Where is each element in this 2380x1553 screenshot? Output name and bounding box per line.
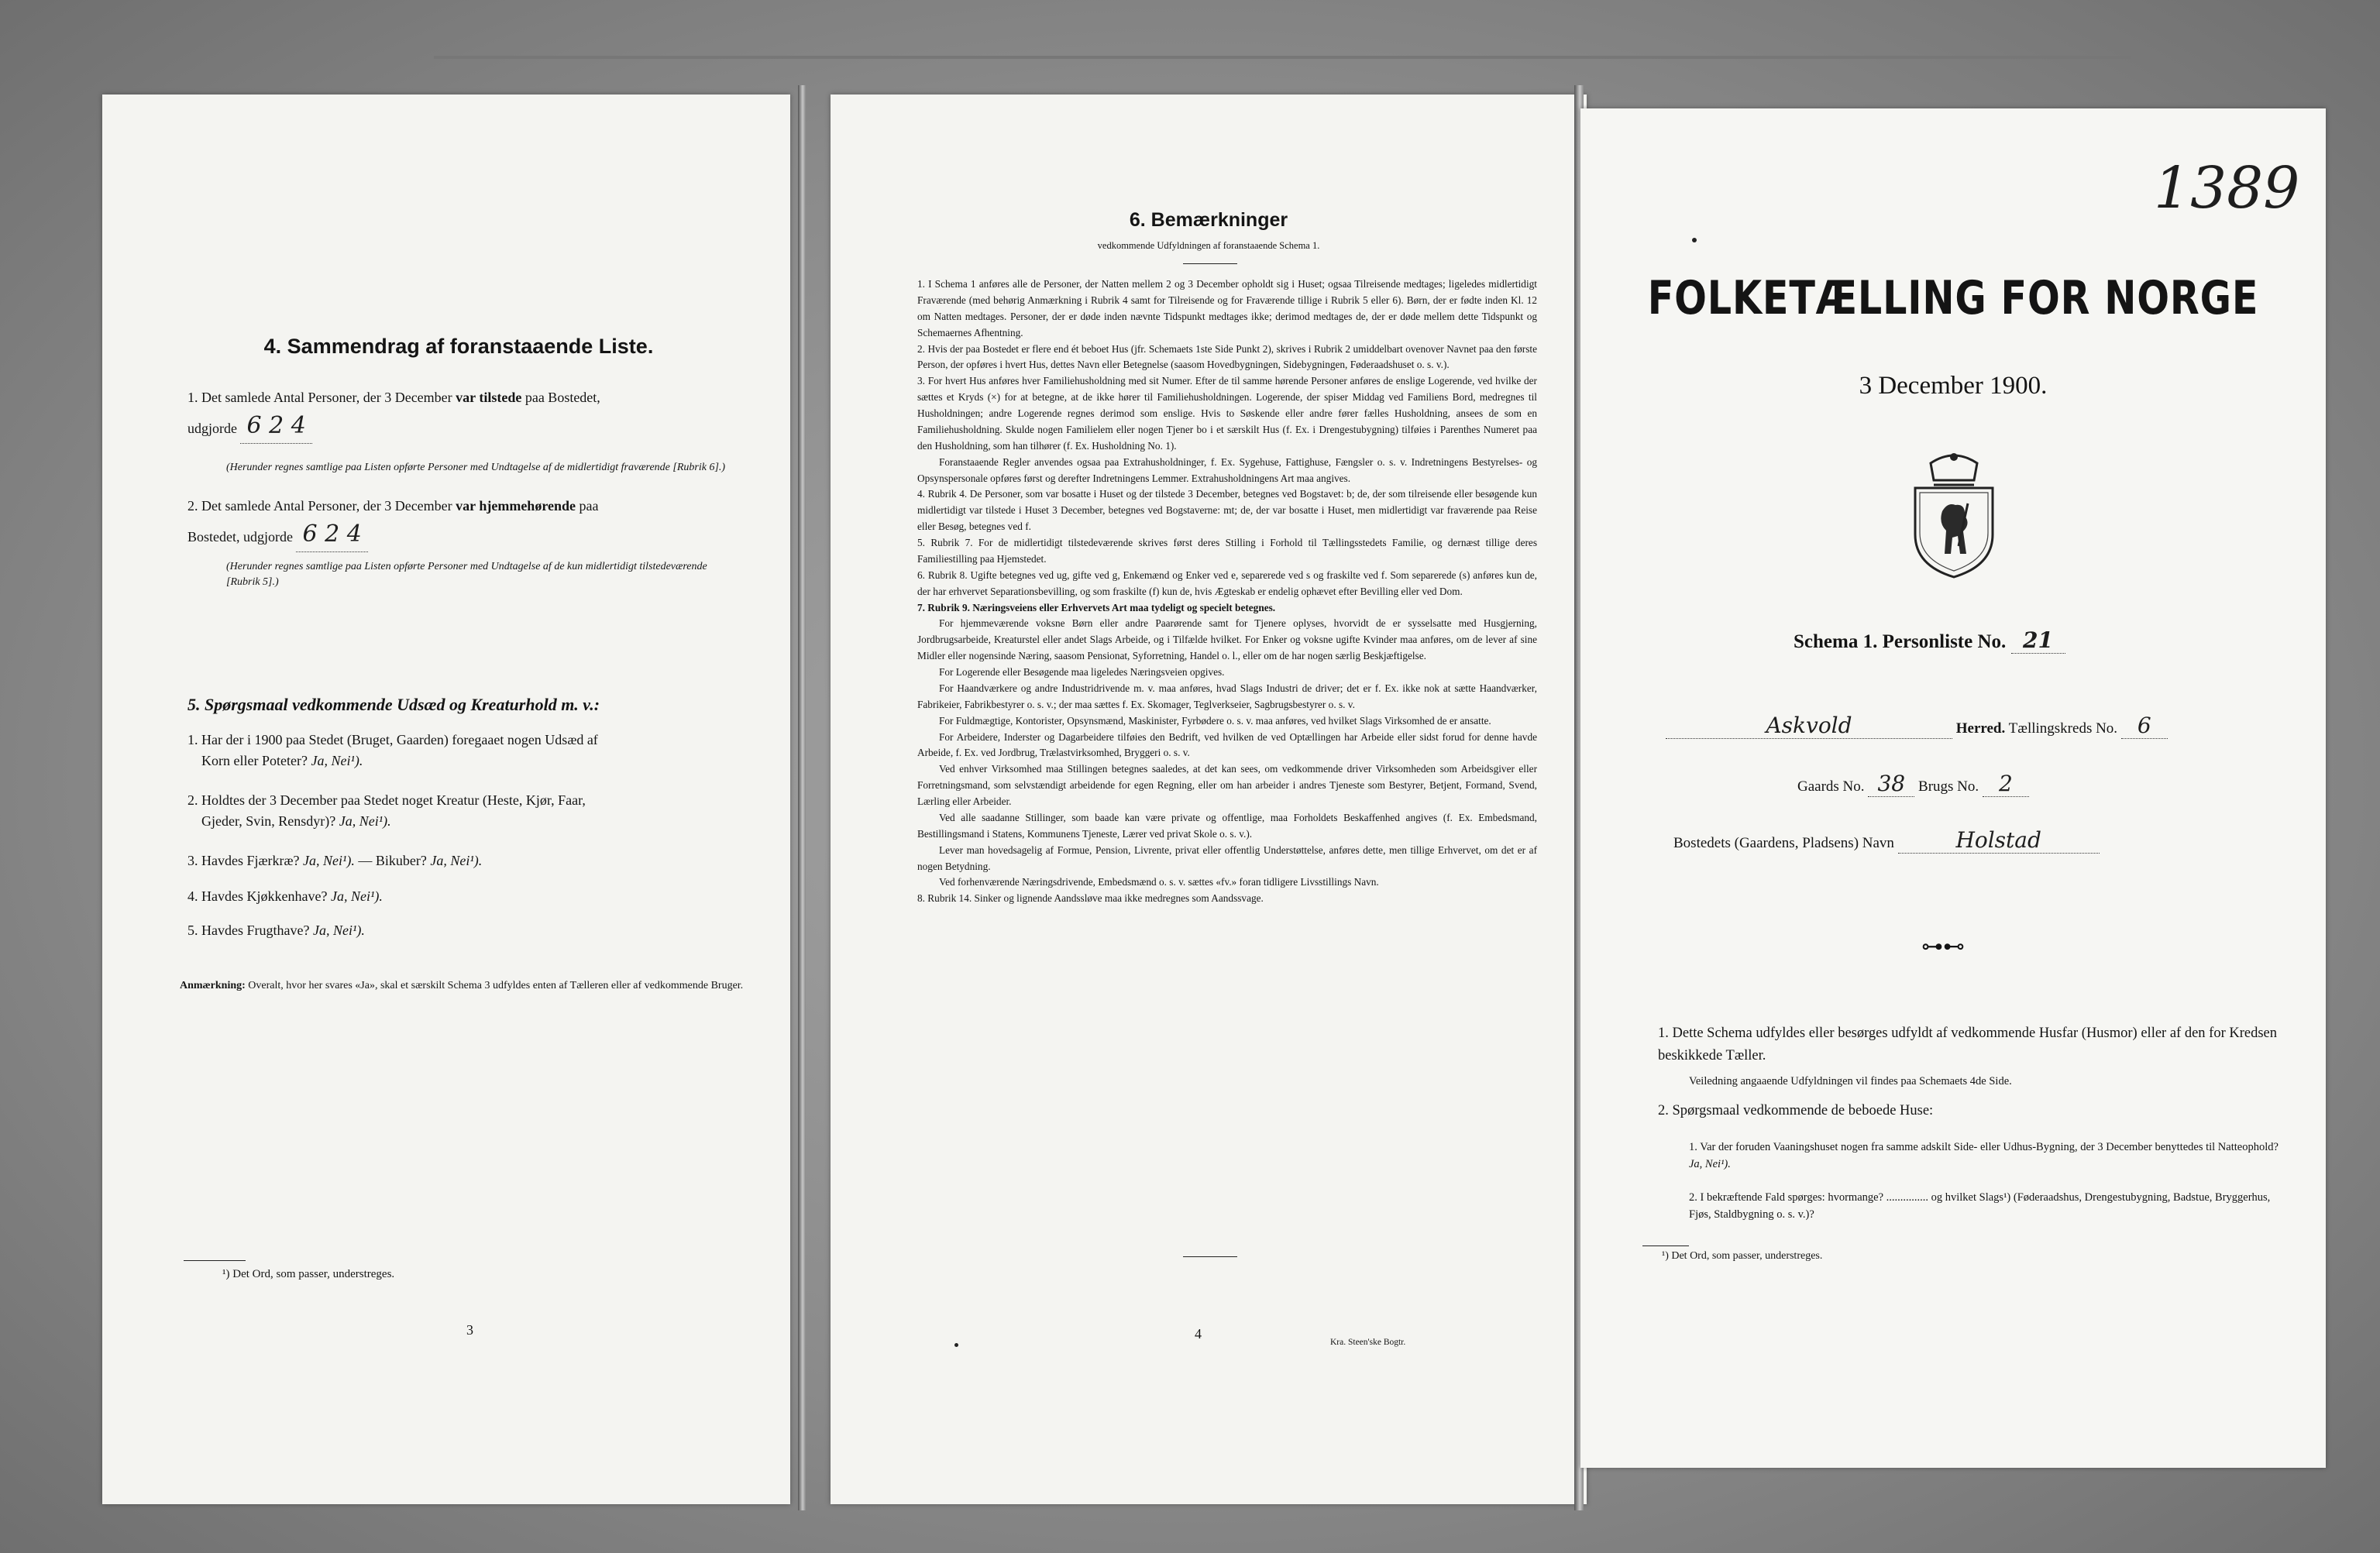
remark-paragraph: 5. Rubrik 7. For de midlertidigt tilstedeværende skrives først deres Stilling i Forhold til Tællingsstedets Familie, og dernæst tillige deres Familiestilling paa Hjemstedet. <box>917 537 1537 565</box>
bosted-value: Holstad <box>1955 827 2041 853</box>
note1-end: [Rubrik 6].) <box>672 462 726 473</box>
coat-of-arms-icon <box>1900 449 2008 585</box>
item2-bold: var hjemmehørende <box>456 498 576 514</box>
instruction-1: 1. Dette Schema udfyldes eller besørges udfyldt af vedkommende Husfar (Husmor) eller af den for Kredsen beskikkede Tæller. <box>1658 1026 2278 1063</box>
schema-label: Schema 1. Personliste No. <box>1794 631 2007 652</box>
bosted-line <box>1673 827 2100 854</box>
item2-text: 2. Det samlede Antal Personer, der 3 December <box>187 498 452 514</box>
remark-text: Overalt, hvor her svares «Ja», skal et særskilt Schema 3 udfyldes enten af Tælleren eller af vedkommende Bruger. <box>248 980 744 991</box>
middle-page <box>831 94 1587 1504</box>
ink-dot <box>1692 238 1697 242</box>
summary-heading: 4. Sammendrag af foranstaaende Liste. <box>263 335 654 358</box>
q5-answer: Ja, Nei¹). <box>312 923 365 938</box>
page-fold <box>798 85 806 1510</box>
note1-text: (Herunder regnes samtlige paa Listen opførte Personer med Undtagelse af de <box>226 462 565 473</box>
q1-answer: Ja, Nei¹). <box>311 753 363 768</box>
herred-label: Herred. <box>1955 720 2006 737</box>
brugs-value: 2 <box>1998 771 2013 796</box>
q3-answer-1: Ja, Nei¹). <box>302 853 355 868</box>
item2-text-end: paa <box>579 498 599 514</box>
question-2 <box>187 790 745 832</box>
house-question-2: 2. I bekræftende Fald spørges: hvormange? ............... og hvilket Slags¹) (Føderaadshus, Drengestubygning, Badstue, Bryggerhus, Fjøs, Staldbygning o. s. v.)? <box>1689 1191 2271 1221</box>
note2-text: (Herunder regnes samtlige paa Listen opførte Personer med Undtagelse af de kun <box>226 561 583 572</box>
footnote: ¹) Det Ord, som passer, understreges. <box>222 1268 395 1280</box>
remark-paragraph: Ved enhver Virksomhed maa Stillingen betegnes saaledes, at det kan sees, om vedkommende driver Virksomheden som Arbeidsgiver eller Forretningsmand, som selvstændigt arbeidende for egen Regning, eller om han arbeider i andres Tjeneste som Bestyrer, Betjent, Formand, Svend, Lærling eller Arbeider. <box>917 763 1537 807</box>
schema-line <box>1794 627 2065 654</box>
q1-text: 1. Har der i 1900 paa Stedet (Bruget, Gaarden) foregaaet nogen Udsæd af <box>187 732 598 747</box>
house-q1-text: 1. Var der foruden Vaaningshuset nogen fra samme adskilt Side- eller Udhus-Bygning, der 3 December benyttedes til Natteophold? <box>1689 1141 2279 1153</box>
remark-paragraph: For Haandværkere og andre Industridrivende m. v. maa anføres, hvad Slags Industri de driver; det er f. Ex. ikke nok at sætte Haandværker, Fabrikeier, Fabrikbestyrer o. s. v.; der maa sættes f. Ex. Skomager, Teglverkseier, Sagbrugsbestyrer o. s. v. <box>917 682 1537 710</box>
remark-paragraph: 4. Rubrik 4. De Personer, som var bosatte i Huset og der tilstede 3 December, betegnes ved Bogstavet: b; de, der som tilreisende eller besøgende kun midlertidigt var tilstede i Huset 3 December, betegnes ved Bogstaverne: mt; de, der var bosatte i Huset, men midlertidigt var fraværende paa Reise eller Besøg, betegnes ved f. <box>917 488 1537 533</box>
summary-item-2 <box>187 496 745 552</box>
item2-udgjorde: Bostedet, udgjorde <box>187 529 293 545</box>
question-3 <box>187 850 745 871</box>
q2-text-2: Gjeder, Svin, Rensdyr)? <box>201 813 336 829</box>
remarks-subheading: vedkommende Udfyldningen af foranstaaende Schema 1. <box>1097 240 1320 251</box>
archive-number-handwritten: 1389 <box>2154 155 2300 222</box>
question-4 <box>187 886 745 907</box>
q3-text-2: — Bikuber? <box>358 853 427 868</box>
heading-rule <box>1183 263 1237 264</box>
item1-text-end: paa Bostedet, <box>524 390 600 405</box>
krets-label: Tællingskreds No. <box>2008 720 2118 737</box>
house-question-1 <box>1689 1139 2293 1173</box>
page-number: 4 <box>1195 1326 1202 1342</box>
q3-text: 3. Havdes Fjærkræ? <box>187 853 300 868</box>
summary-note-2 <box>226 559 730 591</box>
remark-paragraph: For Fuldmægtige, Kontorister, Opsynsmænd, Maskinister, Fyrbødere o. s. v. maa anføres, ved hvilket Slags Virksomhed de er ansatte. <box>939 714 1491 727</box>
remark-paragraph: Ved forhenværende Næringsdrivende, Embedsmænd o. s. v. sættes «fv.» foran tidligere Livsstillings Navn. <box>939 876 1379 888</box>
printer-mark: Kra. Steen'ske Bogtr. <box>1330 1338 1406 1347</box>
page-number: 3 <box>466 1322 473 1338</box>
remark-paragraph: For Logerende eller Besøgende maa ligeledes Næringsveien opgives. <box>939 666 1225 678</box>
remarks-heading: 6. Bemærkninger <box>1129 209 1288 231</box>
q2-answer: Ja, Nei¹). <box>339 813 391 829</box>
remark-paragraph: 8. Rubrik 14. Sinker og lignende Aandssløve maa ikke medregnes som Aandssvage. <box>917 892 1264 905</box>
brugs-label: Brugs No. <box>1918 778 1979 795</box>
question-5 <box>187 920 745 941</box>
questions-heading: 5. Spørgsmaal vedkommende Udsæd og Kreaturhold m. v.: <box>187 695 600 714</box>
item1-handwritten-value: 6 2 4 <box>246 412 306 439</box>
left-page <box>102 94 790 1504</box>
ornament-icon: ⊶⊷ <box>1921 935 1965 959</box>
summary-note-1 <box>226 460 730 476</box>
remark-paragraph: Ved alle saadanne Stillinger, som baade kan være private og offentlige, maa Forholdets Beskaffenhed angives (f. Ex. Embedsmand, Bestillingsmand i Statens, Kommunens Tjeneste, Lærer ved privat Skole o. s. v.). <box>917 811 1537 840</box>
note1-italic: midlertidigt fraværende <box>567 462 670 473</box>
instruction-2: 2. Spørgsmaal vedkommende de beboede Huse: <box>1658 1103 1934 1118</box>
herred-value: Askvold <box>1766 713 1852 738</box>
instruction-1-note: Veiledning angaaende Udfyldningen vil findes paa Schemaets 4de Side. <box>1689 1075 2012 1087</box>
ink-dot <box>954 1343 958 1347</box>
census-date: 3 December 1900. <box>1859 372 2048 400</box>
note2-italic: midlertidigt tilstedeværende <box>585 561 707 572</box>
remark <box>180 977 753 994</box>
question-1 <box>187 730 745 771</box>
q3-answer-2: Ja, Nei¹). <box>430 853 483 868</box>
remarks-body <box>917 277 1537 907</box>
q5-text: 5. Havdes Frugthave? <box>187 923 310 938</box>
item2-handwritten-value: 6 2 4 <box>302 521 362 548</box>
remark-paragraph: 1. I Schema 1 anføres alle de Personer, der Natten mellem 2 og 3 December opholdt sig i Huset; ogsaa Tilreisende medtages; ligeledes midlertidigt Fraværende (med behørig Anmærkning i Rubrik 4 samt for Tilreisende og for Fraværende tillige i Rubrik 5 eller 6). Børn, der er fødte inden Kl. 12 om Natten medtages. Personer, der er døde inden nævnte Tidspunkt medtages ikke; derimod medtages de, der er døde mellem dette Tidspunkt og Schemaernes Afhentning. <box>917 278 1537 338</box>
house-q1-answer: Ja, Nei¹). <box>1689 1158 1731 1171</box>
footnote-rule <box>184 1260 246 1261</box>
remark-paragraph: Foranstaaende Regler anvendes ogsaa paa Extrahusholdninger, f. Ex. Sygehuse, Fattighuse, Fængsler o. s. v. Indretningens Bestyrelses- og Opsynspersonale opføres først og derefter Indretningens Lemmer. Extrahusholdningens Art maa angives. <box>917 455 1537 484</box>
note2-end: [Rubrik 5].) <box>226 576 279 589</box>
remark-paragraph: For hjemmeværende voksne Børn eller andre Paarørende samt for Tjenere oplyses, hvorvidt de er sysselsatte med Husgjerning, Jordbrugsarbeide, Kreaturstel eller andet Slags Arbeide, og i Tilfælde hvilket. For Enker og voksne ugifte Kvinder maa anføres, om de lever af sine Midler eller nogensinde Næring, saasom Pensionat, Syforretning, Handel o. l., eller om de har nogen særlig Beskjæftigelse. <box>917 617 1537 662</box>
krets-value: 6 <box>2137 713 2151 738</box>
herred-line <box>1666 713 2168 739</box>
item1-udgjorde: udgjorde <box>187 421 237 436</box>
item1-bold: var tilstede <box>456 390 522 405</box>
right-page <box>1580 108 2326 1468</box>
scanner-edge-line <box>434 56 2131 59</box>
remark-paragraph: Lever man hovedsagelig af Formue, Pension, Livrente, privat eller offentlig Understøttelse, anføres dette, men tillige Erhvervet, om det er af nogen Betydning. <box>917 843 1537 872</box>
remark-paragraph: 7. Rubrik 9. Næringsveiens eller Erhvervets Art maa tydeligt og specielt betegnes. <box>917 601 1276 613</box>
bosted-label: Bostedets (Gaardens, Pladsens) Navn <box>1673 835 1894 851</box>
bottom-rule <box>1183 1256 1237 1257</box>
gaards-label: Gaards No. <box>1797 778 1865 795</box>
remark-paragraph: 2. Hvis der paa Bostedet er flere end ét beboet Hus (jfr. Schemaets 1ste Side Punkt 2), skrives i Rubrik 2 umiddelbart ovenover Navnet paa den første Person, der opføres i hvert Hus, dettes Navn eller Betegnelse (saasom Hovedbygningen, Sidebygningen, Føderaadshuset o. s. v.). <box>917 342 1537 371</box>
gaards-value: 38 <box>1877 771 1906 796</box>
remark-paragraph: 3. For hvert Hus anføres hver Familiehusholdning med sit Numer. Efter de til samme hørende Personer anføres de enslige Logerende, ved hvilke der sættes et Kryds (×) for at betegne, at de ikke hører til Familiehusholdningen. Logerende, der spiser Middag ved Familiens Bord, medregnes til Husholdningen; andre Logerende regnes derimod som enslige. Hvis to Søskende eller andre fører fælles Husholdning, ansees de som en Familiehusholdning. Skulde nogen Familielem eller nogen Tjener bo i et særskilt Hus (f. Ex. i Drengestubygning) tilføies i Parenthes Numeret paa den Husholdning, som han tilhører (f. Ex. Husholdning No. 1). <box>917 375 1537 452</box>
archive-number <box>2154 155 2299 222</box>
census-title: FOLKETÆLLING FOR NORGE <box>1647 271 2259 325</box>
gaards-line <box>1797 771 2029 797</box>
footnote-rule <box>1642 1245 1689 1246</box>
q4-text: 4. Havdes Kjøkkenhave? <box>187 888 328 904</box>
summary-item-1 <box>187 387 745 444</box>
remark-paragraph: 6. Rubrik 8. Ugifte betegnes ved ug, gifte ved g, Enkemænd og Enker ved e, separerede ved s og fraskilte ved f. Som separerede (s) anføres kun de, der har erhvervet Separationsbevilling, og som fraskilte (f) kun de, hvis Ægteskab er endelig ophævet efter Bevilling eller ved Dom. <box>917 569 1537 597</box>
personliste-number: 21 <box>2023 627 2054 653</box>
q4-answer: Ja, Nei¹). <box>330 888 383 904</box>
footnote: ¹) Det Ord, som passer, understreges. <box>1662 1250 1823 1262</box>
remark-label: Anmærkning: <box>180 980 246 991</box>
remark-paragraph: For Arbeidere, Inderster og Dagarbeidere tilføies den Bedrift, ved hvilken de ved Optællingen har Arbeide eller sidst forud for denne havde Arbeide, f. Ex. ved Jordbrug, Trælastvirksomhed, Bryggeri o. s. v. <box>917 730 1537 759</box>
q2-text: 2. Holdtes der 3 December paa Stedet noget Kreatur (Heste, Kjør, Faar, <box>187 792 586 808</box>
item1-text: 1. Det samlede Antal Personer, der 3 December <box>187 390 452 405</box>
q1-text-2: Korn eller Poteter? <box>201 753 308 768</box>
